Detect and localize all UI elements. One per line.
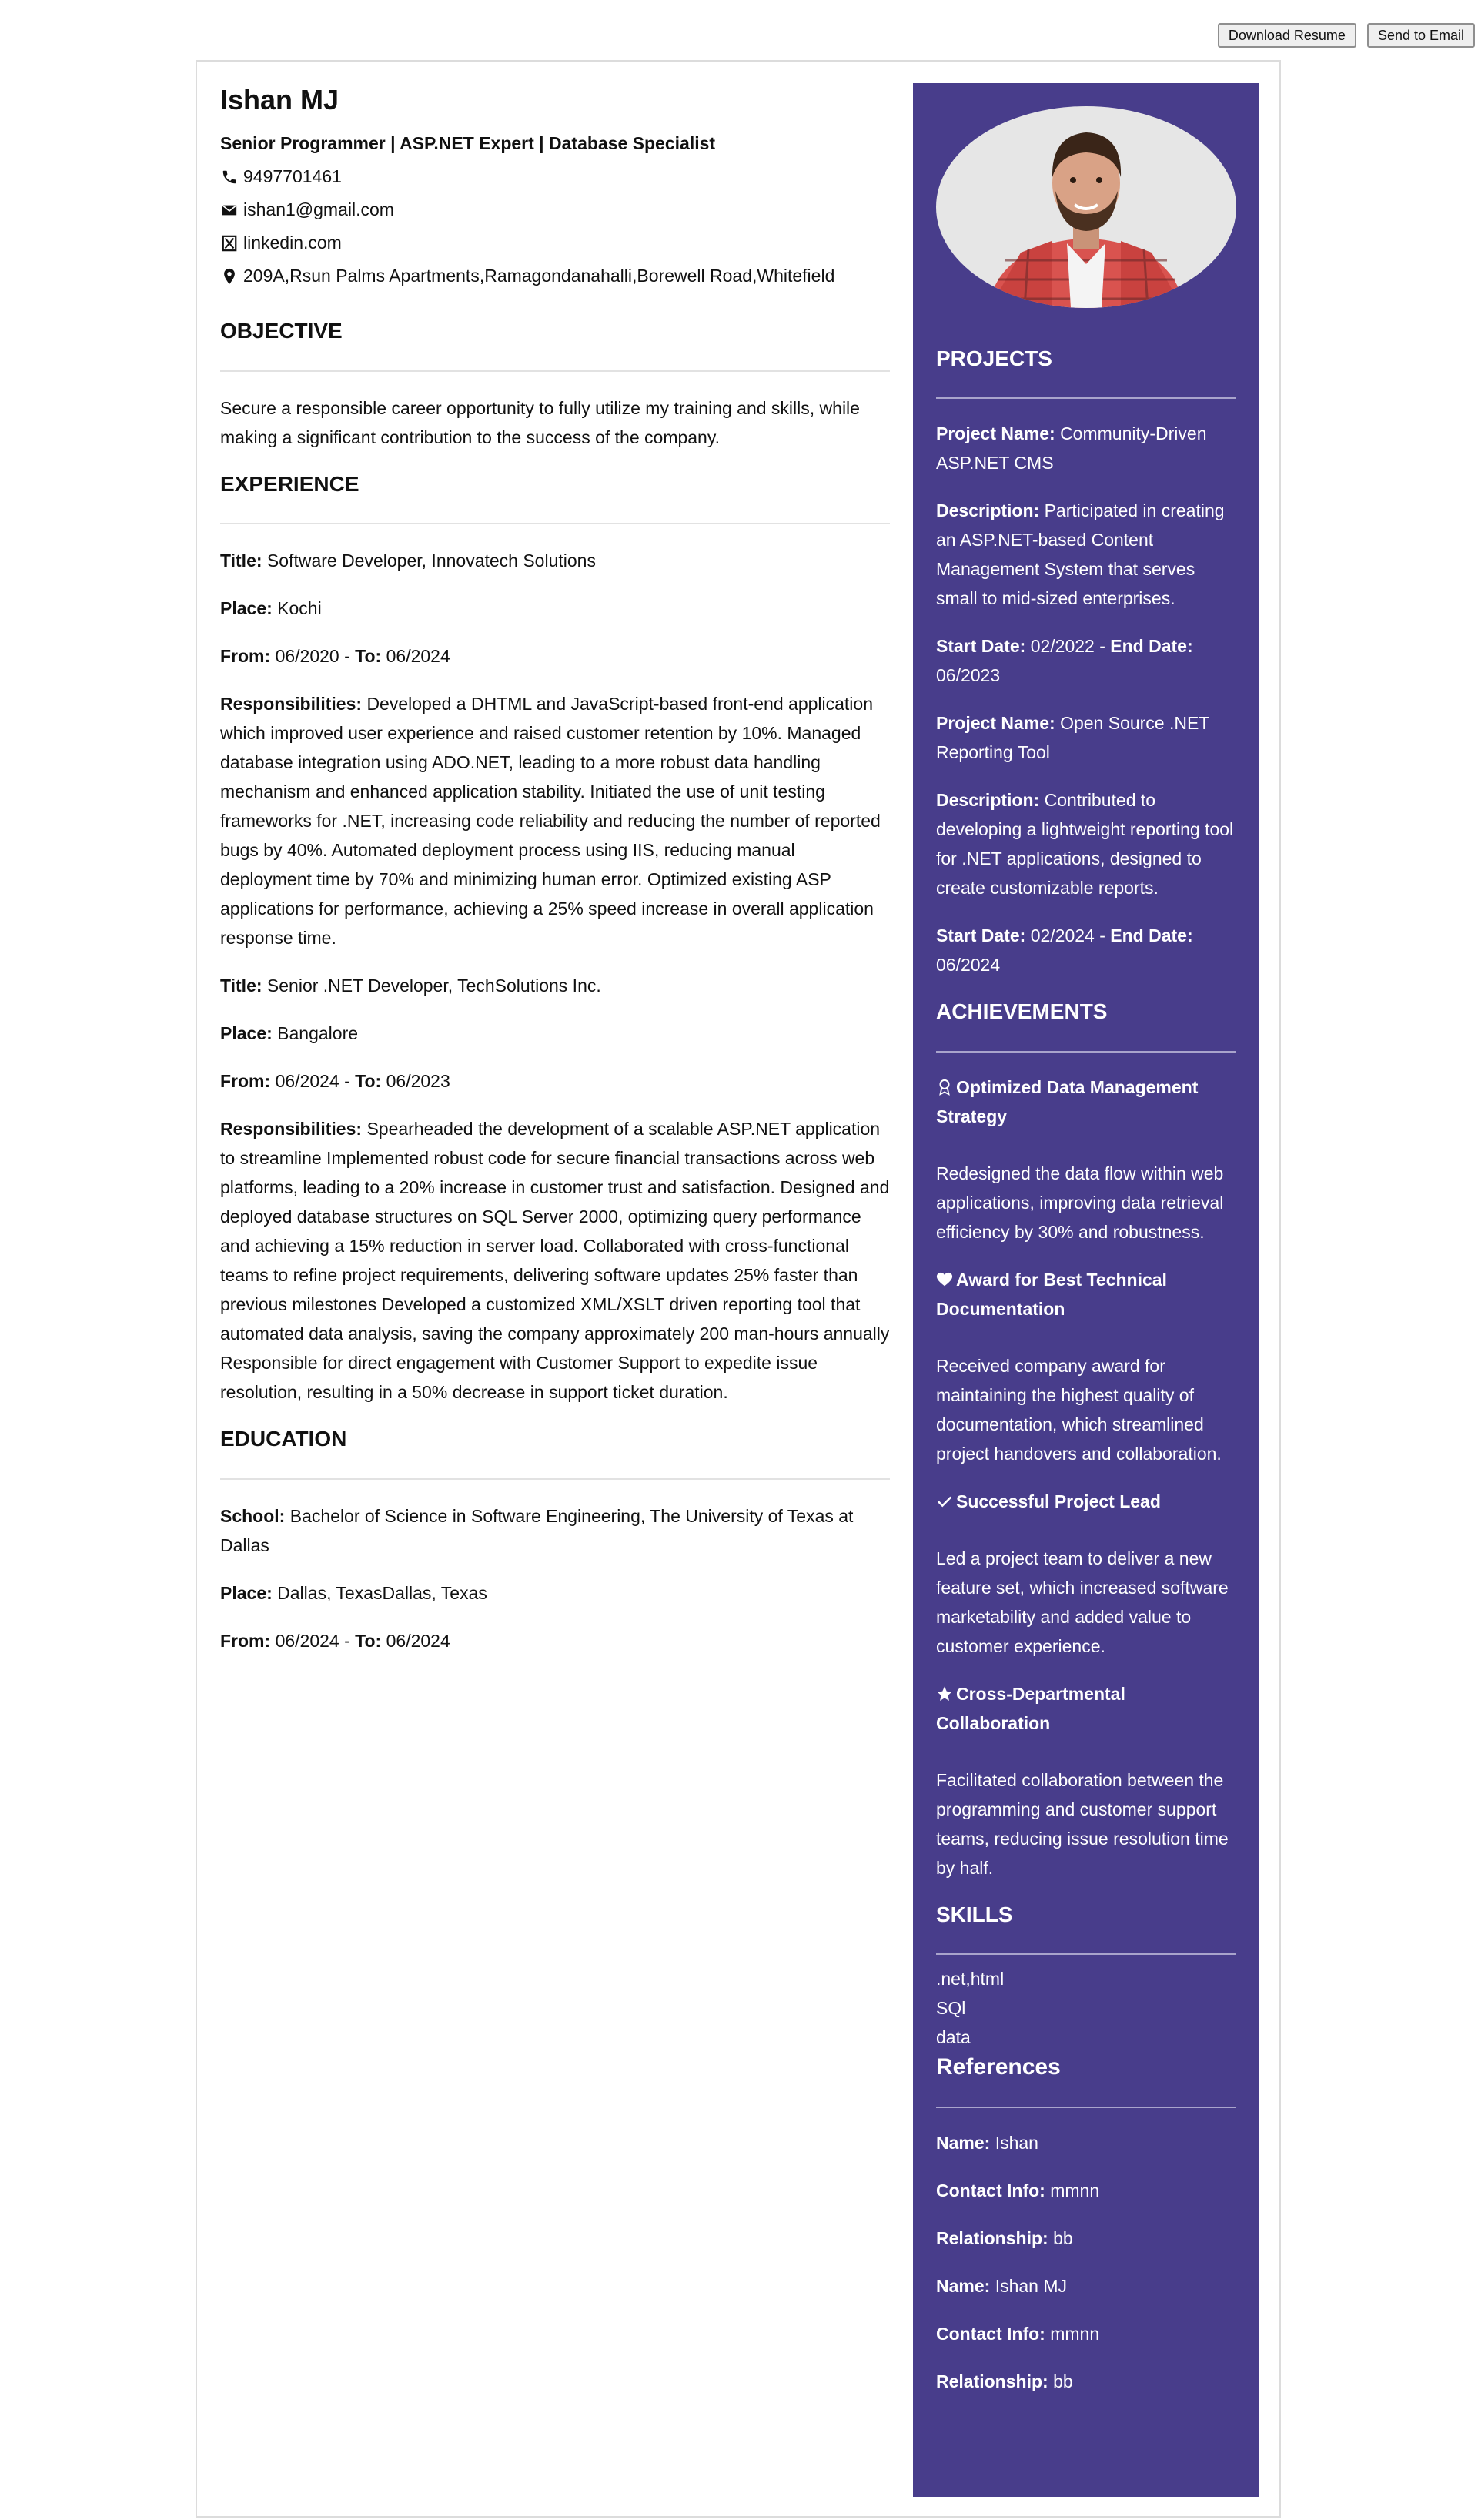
divider (936, 1953, 1236, 1955)
experience-dates: From: 06/2024 - To: 06/2023 (220, 1071, 450, 1092)
experience-heading: EXPERIENCE (220, 471, 359, 496)
toolbar (1218, 23, 1475, 48)
experience-item (220, 546, 890, 952)
experience-item (220, 971, 890, 1407)
reference-relationship: Relationship: bb (936, 2228, 1073, 2249)
achievement-text: Received company award for maintaining the highest quality of documentation, which streamlined project handovers and collaboration. (936, 1355, 1222, 1464)
contact-phone (220, 165, 890, 189)
divider (220, 523, 890, 524)
achievement-item (936, 1073, 1236, 1247)
phone-icon (220, 169, 239, 186)
experience-title: Title: Senior .NET Developer, TechSolutions Inc. (220, 976, 601, 996)
skills-list (936, 1964, 1236, 2052)
education-place: Place: Dallas, TexasDallas, Texas (220, 1582, 487, 1603)
achievement-item (936, 1679, 1236, 1882)
candidate-name: Ishan MJ (220, 84, 339, 115)
candidate-tagline: Senior Programmer | ASP.NET Expert | Database Specialist (220, 133, 716, 154)
achievement-text: Led a project team to deliver a new feature set, which increased software marketability and added value to customer experience. (936, 1548, 1229, 1656)
heart-icon (936, 1271, 953, 1288)
achievement-title: Optimized Data Management Strategy (936, 1076, 1199, 1126)
contact-address (220, 264, 890, 288)
project-description: Description: Contributed to developing a lightweight reporting tool for .NET applications, designed to create customizable reports. (936, 790, 1234, 899)
experience-place: Place: Kochi (220, 598, 322, 619)
reference-item (936, 2128, 1236, 2253)
skills-heading: SKILLS (936, 1902, 1013, 1926)
email-text[interactable]: ishan1@gmail.com (243, 199, 394, 220)
project-name: Project Name: Open Source .NET Reporting Tool (936, 713, 1209, 763)
project-dates: Start Date: 02/2024 - End Date: 06/2024 (936, 925, 1193, 976)
education-dates: From: 06/2024 - To: 06/2024 (220, 1630, 450, 1651)
project-name: Project Name: Community-Driven ASP.NET CMS (936, 423, 1207, 474)
divider (220, 1478, 890, 1480)
contact-email (220, 198, 890, 222)
linkedin-icon (220, 235, 239, 252)
education-item (220, 1501, 890, 1655)
divider (220, 370, 890, 372)
experience-dates: From: 06/2020 - To: 06/2024 (220, 646, 450, 667)
reference-relationship: Relationship: bb (936, 2371, 1073, 2392)
reference-name: Name: Ishan (936, 2133, 1038, 2154)
achievement-title: Cross-Departmental Collaboration (936, 1683, 1125, 1733)
objective-heading: OBJECTIVE (220, 319, 343, 343)
experience-responsibilities: Responsibilities: Developed a DHTML and JavaScript-based front-end application which improved user experience and raised customer retention by 10%. Managed database integration using ADO.NET, leading to a more robust data handling mechanism and enhanced application stability. Initiated the use of unit testing frameworks for .NET, increasing code reliability and reducing the number of reported bugs by 40%. Automated deployment process using IIS, reducing manual deployment time by 70% and minimizing human error. Optimized existing ASP applications for performance, achieving a 25% speed increase in overall application response time. (220, 694, 881, 949)
reference-contact: Contact Info: mmnn (936, 2180, 1100, 2201)
reference-name: Name: Ishan MJ (936, 2276, 1068, 2297)
linkedin-text[interactable]: linkedin.com (243, 233, 342, 253)
skill-item: .net,html (936, 1969, 1005, 1990)
phone-text: 9497701461 (243, 166, 342, 187)
experience-title: Title: Software Developer, Innovatech Solutions (220, 551, 596, 571)
project-description: Description: Participated in creating an ASP.NET-based Content Management System that serves small to mid-sized enterprises. (936, 500, 1225, 609)
reference-contact: Contact Info: mmnn (936, 2324, 1100, 2344)
map-marker-icon (220, 268, 239, 285)
envelope-icon (220, 202, 239, 219)
skill-item: SQl (936, 1998, 966, 2019)
achievement-text: Facilitated collaboration between the programming and customer support teams, reducing issue resolution time by half. (936, 1769, 1229, 1878)
star-icon (936, 1685, 953, 1702)
send-to-email-button[interactable]: Send to Email (1367, 23, 1475, 48)
address-text: 209A,Rsun Palms Apartments,Ramagondanahalli,Borewell Road,Whitefield (243, 266, 835, 286)
divider (936, 1051, 1236, 1053)
avatar (936, 106, 1236, 308)
experience-place: Place: Bangalore (220, 1023, 359, 1044)
achievement-text: Redesigned the data flow within web applications, improving data retrieval efficiency by 30% and robustness. (936, 1163, 1224, 1242)
project-item (936, 419, 1236, 690)
achievement-item (936, 1487, 1236, 1661)
achievement-title: Award for Best Technical Documentation (936, 1269, 1167, 1319)
check-icon (936, 1493, 953, 1510)
achievement-item (936, 1265, 1236, 1468)
education-heading: EDUCATION (220, 1427, 347, 1451)
resume-page (196, 60, 1281, 2518)
project-dates: Start Date: 02/2022 - End Date: 06/2023 (936, 636, 1193, 686)
education-school: School: Bachelor of Science in Software Engineering, The University of Texas at Dallas (220, 1505, 854, 1555)
profile-photo (936, 106, 1236, 308)
project-item (936, 708, 1236, 979)
divider (936, 397, 1236, 399)
references-heading: References (936, 2054, 1061, 2080)
sidebar (913, 83, 1259, 2497)
objective-text: Secure a responsible career opportunity to fully utilize my training and skills, while making a significant contribution to the success of the company. (220, 397, 860, 447)
download-resume-button[interactable]: Download Resume (1218, 23, 1356, 48)
skill-item: data (936, 2027, 971, 2048)
experience-responsibilities: Responsibilities: Spearheaded the development of a scalable ASP.NET application to streamline Implemented robust code for secure financial transactions across web platforms, leading to a 20% increase in customer trust and satisfaction. Designed and deployed database structures on SQL Server 2000, optimizing query performance and achieving a 15% reduction in server load. Collaborated with cross-functional teams to refine project requirements, delivering software updates 25% faster than previous milestones Developed a customized XML/XSLT driven reporting tool that automated data analysis, saving the company approximately 200 man-hours annually Responsible for direct engagement with Customer Support to expedite issue resolution, resulting in a 50% decrease in support ticket duration. (220, 1119, 890, 1403)
reference-item (936, 2271, 1236, 2396)
achievement-title: Successful Project Lead (936, 1487, 1236, 1516)
contact-linkedin (220, 231, 890, 255)
divider (936, 2107, 1236, 2108)
award-icon (936, 1079, 953, 1096)
achievements-heading: ACHIEVEMENTS (936, 999, 1108, 1024)
projects-heading: PROJECTS (936, 346, 1052, 370)
main-column (220, 83, 890, 1674)
